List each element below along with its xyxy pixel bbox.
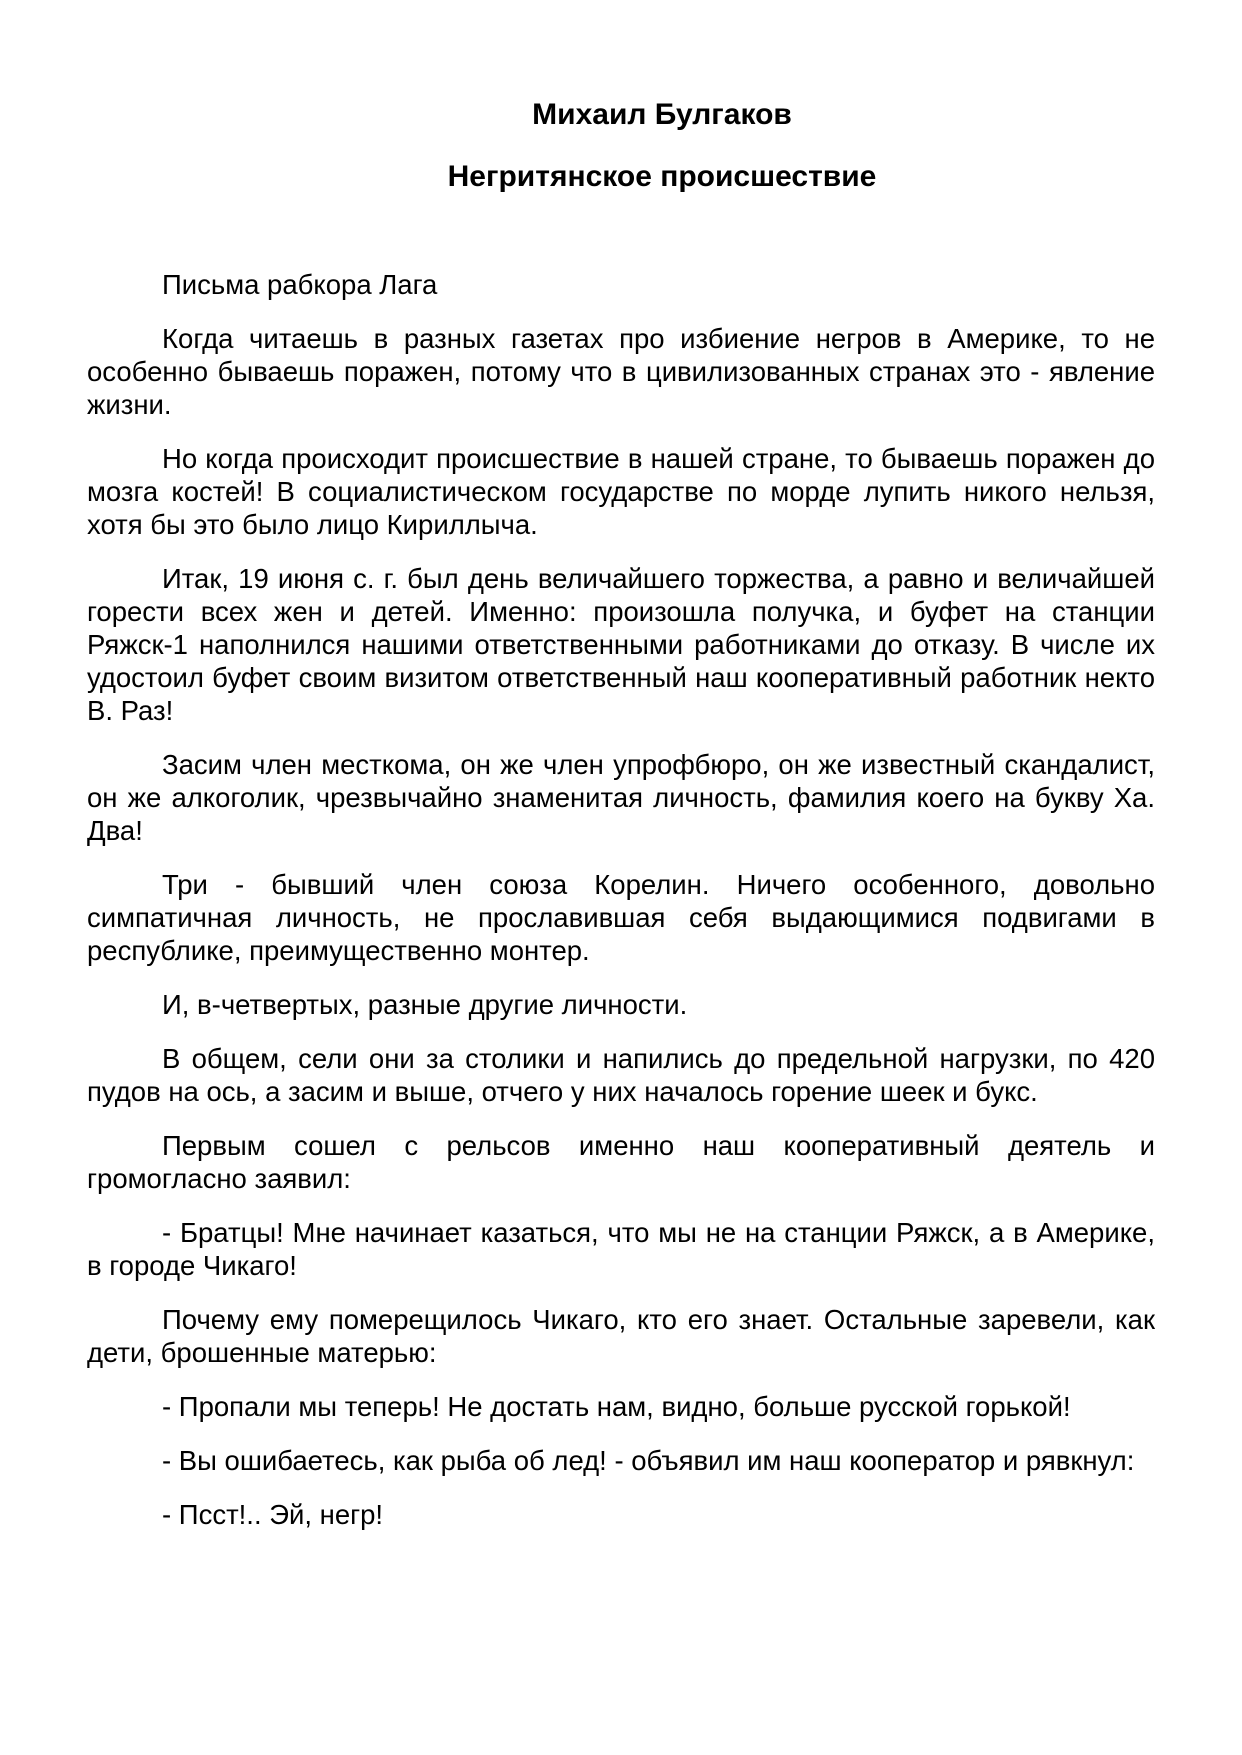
paragraph: Засим член месткома, он же член упрофбюро, он же известный скандалист, он же алкоголик, чрезвычайно знаменитая личность, фамилия коего на букву Ха. Два! [87,749,1155,846]
paragraph: - Братцы! Мне начинает казаться, что мы не на станции Ряжск, а в Америке, в городе Чикаго! [87,1217,1155,1281]
paragraph: - Пропали мы теперь! Не достать нам, видно, больше русской горькой! [162,1391,1071,1422]
paragraph: Когда читаешь в разных газетах про избиение негров в Америке, то не особенно бываешь поражен, потому что в цивилизованных странах это - явление жизни. [87,323,1155,420]
paragraph: Почему ему померещилось Чикаго, кто его знает. Остальные заревели, как дети, брошенные матерью: [87,1304,1155,1368]
story-title: Негритянское происшествие [447,160,877,193]
paragraph: Но когда происходит происшествие в нашей стране, то бываешь поражен до мозга костей! В социалистическом государстве по морде лупить никого нельзя, хотя бы это было лицо Кириллыча. [87,443,1155,540]
paragraph: Три - бывший член союза Корелин. Ничего особенного, довольно симпатичная личность, не прославившая себя выдающимися подвигами в республике, преимущественно монтер. [87,869,1155,966]
story-body [87,268,1155,1552]
paragraph: - Псст!.. Эй, негр! [162,1499,384,1530]
paragraph: Итак, 19 июня с. г. был день величайшего торжества, а равно и величайшей горести всех жен и детей. Именно: произошла получка, и буфет на станции Ряжск-1 наполнился нашими ответственными работниками до отказу. В числе их удостоил буфет своим визитом ответственный наш кооперативный работник некто В. Раз! [87,563,1155,726]
paragraph: - Вы ошибаетесь, как рыба об лед! - объявил им наш кооператор и рявкнул: [162,1445,1135,1476]
paragraph: Первым сошел с рельсов именно наш кооперативный деятель и громогласно заявил: [87,1130,1155,1194]
paragraph: И, в-четвертых, разные другие личности. [162,989,688,1020]
paragraph: Письма рабкора Лага [162,269,438,300]
paragraph: В общем, сели они за столики и напились до предельной нагрузки, по 420 пудов на ось, а засим и выше, отчего у них началось горение шеек и букс. [87,1043,1155,1107]
author-name: Михаил Булгаков [532,98,792,131]
